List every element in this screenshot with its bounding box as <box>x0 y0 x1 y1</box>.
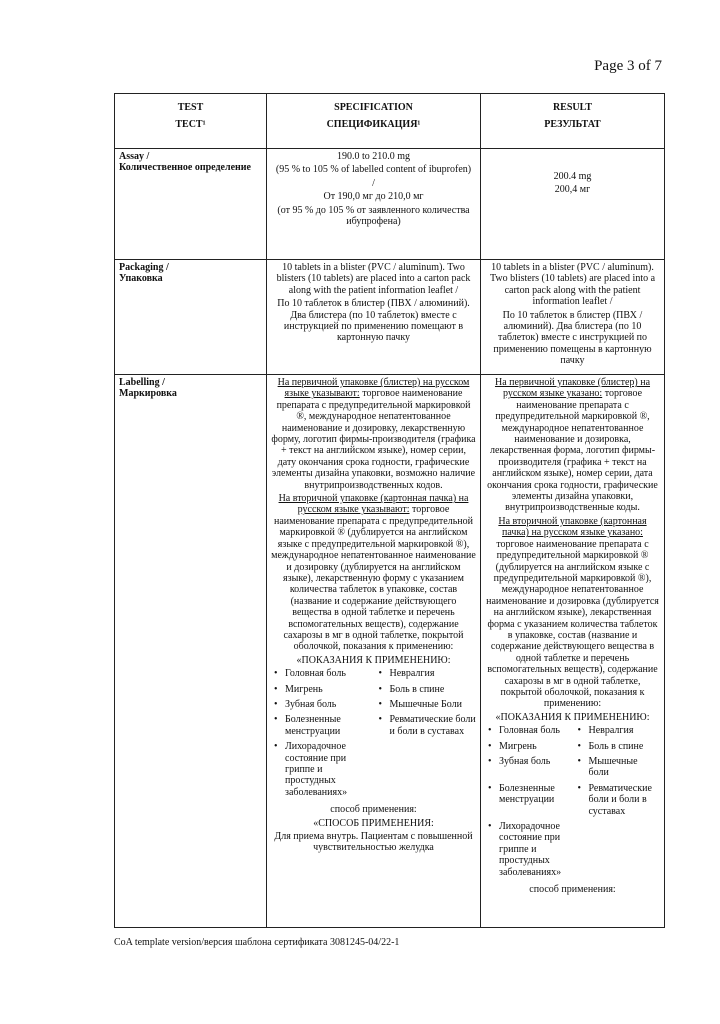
page-number: Page 3 of 7 <box>594 58 662 74</box>
spec-cell: На первичной упаковке (блистер) на русском языке указывают: торговое наименование препарата с предупредительной маркировкой ®, международное непатентованное наименование и дозировку, лекарственную форму, логотип фирмы-производителя (графика + текст на английском языке), номер серии, дату окончания срока годности, графические элементы дизайна упаковки, возможно наличие внутрипроизводственных кодов. На вторичной упаковке (картонная пачка) на русском языке указывают: торговое наименование препарата с предупредительной маркировкой ® (дублируется на английском языке с предупредительной маркировкой ®), международное непатентованное наименование и дозировку (дублируется на английском языке), лекарственную форму с указанием количества таблеток в упаковке, состав (название и содержание действующего вещества в одной таблетке и перечень вспомогательных веществ), содержание сахарозы в мг в одной таблетке, покрытой оболочкой, показания к применению: «ПОКАЗАНИЯ К ПРИМЕНЕНИЮ: • Головная боль • Невралгия • Мигрень • Боль в спине • Зубная боль • Мышечные Боли • Болезненные менструации • Ревматические боли и боли в суставах • Лихорадочное состояние при гриппе и простудных заболеваниях» способ применения: «СПОСОБ ПРИМЕНЕНИЯ: Для приема внутрь. Пациентам с повышенной чувствительностью желудка <box>267 375 481 928</box>
list-item: • Мигрень <box>271 684 372 695</box>
list-item: • Болезненные менструации <box>271 714 372 737</box>
list-item: • Болезненные менструации <box>485 783 571 817</box>
list-item: • Мышечные Боли <box>376 699 477 710</box>
table-row <box>115 149 665 260</box>
list-item: • Ревматические боли и боли в суставах <box>575 783 661 817</box>
list-item: • Головная боль <box>485 725 571 736</box>
footer-template-version: CoA template version/версия шаблона сертификата 3081245-04/22-1 <box>114 937 400 948</box>
header-result: RESULT РЕЗУЛЬТАТ <box>481 94 665 149</box>
spec-cell: 10 tablets in a blister (PVC / aluminum). Two blisters (10 tablets) are placed into a carton pack along with the patient information leaflet / По 10 таблеток в блистер (ПВХ / алюминий). Два блистера (по 10 таблеток) вместе с инструкцией по применению помещают в картонную пачку <box>267 260 481 375</box>
result-cell: 10 tablets in a blister (PVC / aluminum). Two blisters (10 tablets) are placed into a carton pack along with the patient information leaflet / По 10 таблеток в блистер (ПВХ / алюминий). Два блистера (по 10 таблеток) вместе с инструкцией по применению помещены в картонную пачку <box>481 260 665 375</box>
list-item: • Боль в спине <box>376 684 477 695</box>
list-item: • Мигрень <box>485 741 571 752</box>
list-item: • Лихорадочное состояние при гриппе и простудных заболеваниях» <box>271 741 372 798</box>
header-test: TEST ТЕСТ¹ <box>115 94 267 149</box>
list-item: • Головная боль <box>271 668 372 679</box>
result-cell: На первичной упаковке (блистер) на русском языке указано: торговое наименование препарата с предупредительной маркировкой ®, международное непатентованное наименование и дозировка, лекарственная форма, логотип фирмы-производителя (графика + текст на английском языке), номер серии, дата окончания срока годности, графические элементы дизайна упаковки, внутрипроизводственные коды. На вторичной упаковке (картонная пачка) на русском языке указано: торговое наименование препарата с предупредительной маркировкой ® (дублируется на английском языке с предупредительной маркировкой ®), международное непатентованное наименование и дозировка (дублируется на английском языке), лекарственная форма с указанием количества таблеток в упаковке, состав (название и содержание действующего вещества в одной таблетке и перечень вспомогательных веществ), содержание сахарозы в мг в одной таблетке, покрытой оболочкой, показания к применению: «ПОКАЗАНИЯ К ПРИМЕНЕНИЮ: • Головная боль • Невралгия • Мигрень • Боль в спине • Зубная боль • Мышечные боли • Болезненные менструации • Ревматические боли и боли в суставах • Лихорадочное состояние при гриппе и простудных заболеваниях» способ применения: <box>481 375 665 928</box>
header-specification: SPECIFICATION СПЕЦИФИКАЦИЯ¹ <box>267 94 481 149</box>
list-item: • Боль в спине <box>575 741 661 752</box>
list-item: • Зубная боль <box>271 699 372 710</box>
list-item: • Зубная боль <box>485 756 571 779</box>
list-item: • Невралгия <box>575 725 661 736</box>
test-cell: Packaging / Упаковка <box>115 260 267 375</box>
table-header-row <box>115 94 665 149</box>
indications-list <box>271 668 476 802</box>
spec-cell: 190.0 to 210.0 mg (95 % to 105 % of labelled content of ibuprofen) / От 190,0 мг до 210,0 мг (от 95 % до 105 % от заявленного количества ибупрофена) <box>267 149 481 260</box>
table-row <box>115 260 665 375</box>
list-item: • Невралгия <box>376 668 477 679</box>
test-cell: Labelling / Маркировка <box>115 375 267 928</box>
specification-table <box>114 93 665 928</box>
list-item: • Мышечные боли <box>575 756 661 779</box>
indications-list <box>485 725 660 882</box>
result-cell: 200.4 mg 200,4 мг <box>481 149 665 260</box>
list-item: • Лихорадочное состояние при гриппе и простудных заболеваниях» <box>485 821 571 878</box>
test-cell: Assay / Количественное определение <box>115 149 267 260</box>
table-row <box>115 375 665 928</box>
list-item: • Ревматические боли и боли в суставах <box>376 714 477 737</box>
